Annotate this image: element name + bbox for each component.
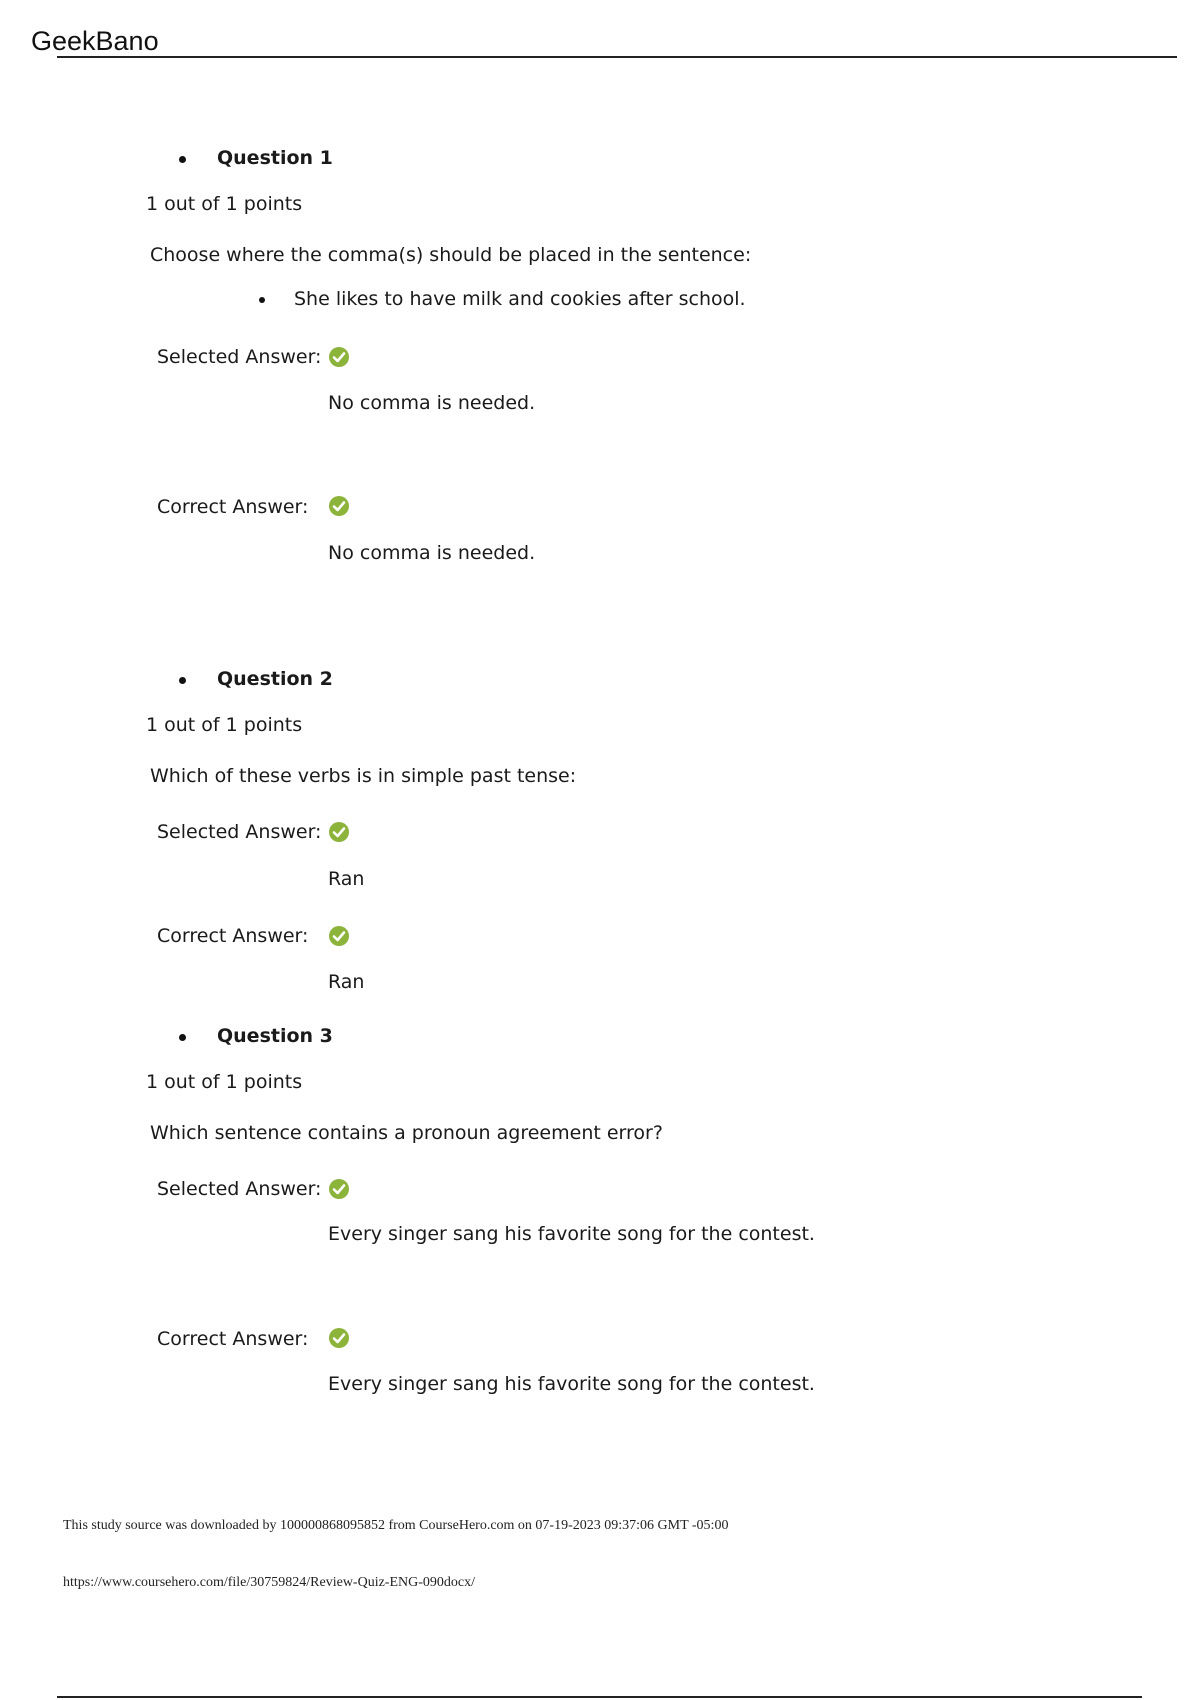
header-divider <box>57 56 1177 58</box>
selected-answer-label: Selected Answer: <box>157 821 322 843</box>
question-title: Question 3 <box>217 1025 333 1047</box>
source-notice: This study source was downloaded by 100000868095852 from CourseHero.com on 07-19-2023 09:37:06 GMT -05:00 <box>63 1518 729 1533</box>
correct-answer-text: Ran <box>328 971 365 993</box>
question-prompt: Choose where the comma(s) should be placed in the sentence: <box>150 244 752 266</box>
question-bullet <box>179 677 186 684</box>
correct-answer-label: Correct Answer: <box>157 925 309 947</box>
question-prompt: Which of these verbs is in simple past tense: <box>150 765 577 787</box>
question-title: Question 2 <box>217 668 333 690</box>
question-bullet <box>179 1034 186 1041</box>
question-points: 1 out of 1 points <box>146 1071 303 1093</box>
selected-answer-label: Selected Answer: <box>157 1178 322 1200</box>
header-brand: GeekBano <box>31 26 159 56</box>
correct-answer-label: Correct Answer: <box>157 1328 309 1350</box>
check-circle-icon <box>328 1178 350 1200</box>
check-circle-icon <box>328 346 350 368</box>
correct-answer-text: No comma is needed. <box>328 542 536 564</box>
question-prompt: Which sentence contains a pronoun agreement error? <box>150 1122 663 1144</box>
question-points: 1 out of 1 points <box>146 714 303 736</box>
correct-answer-text: Every singer sang his favorite song for the contest. <box>328 1373 815 1395</box>
sub-bullet <box>259 297 265 303</box>
selected-answer-text: Every singer sang his favorite song for the contest. <box>328 1223 815 1245</box>
footer-divider <box>57 1696 1142 1698</box>
selected-answer-text: No comma is needed. <box>328 392 536 414</box>
selected-answer-text: Ran <box>328 868 365 890</box>
question-points: 1 out of 1 points <box>146 193 303 215</box>
check-circle-icon <box>328 821 350 843</box>
correct-answer-label: Correct Answer: <box>157 496 309 518</box>
question-title: Question 1 <box>217 147 333 169</box>
check-circle-icon <box>328 495 350 517</box>
selected-answer-label: Selected Answer: <box>157 346 322 368</box>
question-sentence: She likes to have milk and cookies after school. <box>294 288 746 310</box>
source-url-link[interactable]: https://www.coursehero.com/file/30759824/Review-Quiz-ENG-090docx/ <box>63 1575 476 1590</box>
check-circle-icon <box>328 925 350 947</box>
question-bullet <box>179 156 186 163</box>
check-circle-icon <box>328 1327 350 1349</box>
